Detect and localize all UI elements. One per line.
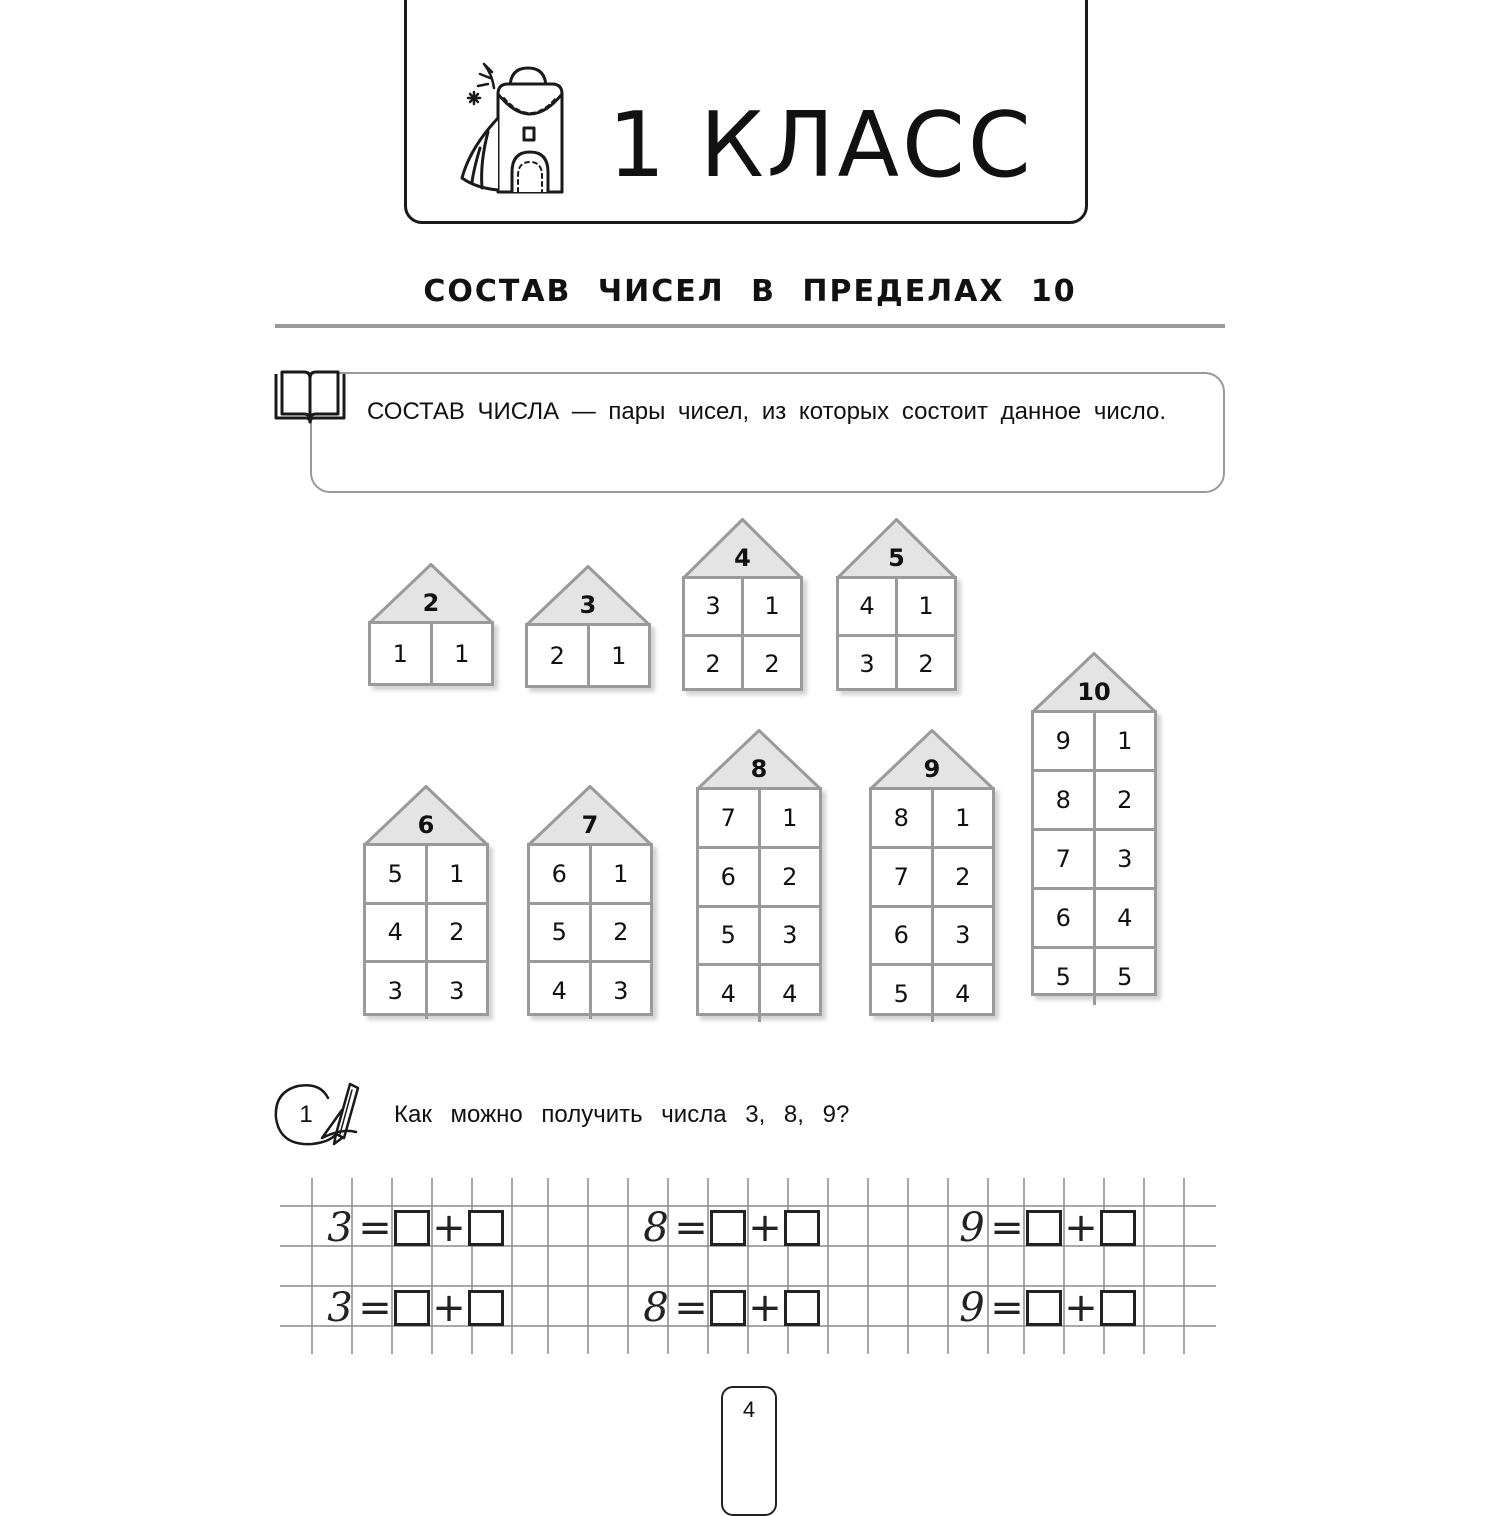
house-row — [872, 790, 992, 846]
house-cell-left: 2 — [705, 649, 721, 678]
house-cell-left: 1 — [392, 639, 408, 668]
answer-box-first[interactable] — [394, 1290, 430, 1326]
answer-box-second[interactable] — [468, 1210, 504, 1246]
open-book-icon — [272, 370, 348, 428]
plus-sign: + — [432, 1205, 466, 1251]
house-cell-left: 8 — [893, 803, 909, 832]
house-cell-left: 5 — [893, 980, 909, 1009]
answer-box-first[interactable] — [1026, 1210, 1062, 1246]
house-cell-left: 3 — [859, 649, 875, 678]
house-number: 5 — [888, 544, 905, 572]
house-number: 4 — [734, 544, 751, 572]
house-cell-right: 1 — [931, 790, 993, 846]
house-cells — [527, 843, 653, 1016]
equals-sign: = — [674, 1205, 708, 1251]
house-cells — [836, 576, 957, 691]
house-row — [839, 579, 954, 634]
house-cell-right: 2 — [1093, 772, 1155, 828]
house-cell-left: 6 — [1055, 904, 1071, 932]
house-cell-left: 4 — [551, 977, 567, 1006]
equation — [638, 1206, 822, 1250]
house-cells — [368, 621, 494, 686]
house-cell-right: 3 — [1093, 831, 1155, 887]
house-number: 9 — [923, 755, 941, 783]
plus-sign: + — [748, 1285, 782, 1331]
house-row — [1034, 887, 1154, 946]
number-house — [527, 785, 653, 1018]
house-row — [1034, 713, 1154, 769]
house-cell-left: 6 — [720, 862, 736, 891]
number-house — [869, 729, 995, 1018]
house-number: 3 — [579, 591, 597, 619]
equation-target: 9 — [959, 1205, 985, 1251]
answer-box-second[interactable] — [1100, 1210, 1136, 1246]
page-number: 4 — [742, 1397, 756, 1422]
house-row — [699, 846, 819, 905]
house-row — [872, 963, 992, 1022]
house-cell-left: 4 — [859, 592, 875, 621]
house-cell-left: 5 — [720, 921, 736, 950]
house-row — [530, 960, 650, 1019]
equation — [322, 1286, 506, 1330]
house-cell-left: 7 — [893, 862, 909, 891]
house-row — [685, 579, 800, 634]
house-cell-right: 2 — [425, 905, 487, 961]
number-house — [368, 563, 494, 688]
answer-box-second[interactable] — [784, 1290, 820, 1326]
house-row — [366, 846, 486, 902]
house-row — [530, 902, 650, 961]
house-cells — [363, 843, 489, 1016]
equation — [954, 1286, 1138, 1330]
plus-sign: + — [1064, 1285, 1098, 1331]
house-cell-left: 6 — [551, 859, 567, 888]
equals-sign: = — [674, 1285, 708, 1331]
house-row — [699, 963, 819, 1022]
house-cell-right: 1 — [425, 846, 487, 902]
exercise-number-bubble — [272, 1076, 368, 1148]
house-row — [699, 790, 819, 846]
plus-sign: + — [432, 1285, 466, 1331]
house-cell-left: 5 — [551, 918, 567, 947]
house-cell-left: 5 — [1055, 963, 1071, 991]
house-cell-left: 7 — [1055, 845, 1071, 873]
answer-box-first[interactable] — [710, 1290, 746, 1326]
plus-sign: + — [1064, 1205, 1098, 1251]
number-house — [696, 729, 822, 1018]
house-cell-right: 1 — [758, 790, 820, 846]
exercise-question: Как можно получить числа 3, 8, 9? — [394, 1101, 850, 1128]
house-row — [839, 634, 954, 692]
house-cell-left: 3 — [387, 977, 403, 1006]
house-row — [1034, 828, 1154, 887]
house-row — [872, 846, 992, 905]
house-row — [371, 624, 491, 683]
exercise-number: 1 — [299, 1101, 313, 1128]
house-cell-left: 7 — [720, 803, 736, 832]
house-number: 8 — [750, 755, 768, 783]
house-cell-left: 4 — [387, 918, 403, 947]
equals-sign: = — [990, 1205, 1024, 1251]
answer-box-first[interactable] — [394, 1210, 430, 1246]
house-number: 6 — [417, 811, 435, 839]
equation — [954, 1206, 1138, 1250]
equation-target: 9 — [959, 1285, 985, 1331]
number-house — [525, 565, 651, 690]
house-cell-right: 1 — [589, 846, 651, 902]
house-cell-right: 4 — [758, 966, 820, 1022]
definition-box — [310, 372, 1225, 493]
house-number: 7 — [581, 811, 599, 839]
house-cell-left: 5 — [387, 859, 403, 888]
equation — [638, 1286, 822, 1330]
house-row — [528, 626, 648, 685]
house-cells — [696, 787, 822, 1016]
house-cell-right: 3 — [589, 963, 651, 1019]
house-cell-right: 4 — [1093, 890, 1155, 946]
equation-target: 3 — [327, 1205, 353, 1251]
house-cell-right: 3 — [931, 908, 993, 964]
topic-title: СОСТАВ ЧИСЕЛ В ПРЕДЕЛАХ 10 — [423, 274, 1077, 309]
house-cell-left: 8 — [1055, 786, 1071, 814]
house-number: 2 — [422, 589, 440, 617]
equation-target: 8 — [643, 1285, 669, 1331]
house-cells — [1031, 710, 1157, 996]
house-cell-right: 2 — [895, 637, 954, 692]
house-row — [366, 902, 486, 961]
house-cell-right: 2 — [758, 849, 820, 905]
house-cell-right: 2 — [589, 905, 651, 961]
equals-sign: = — [358, 1205, 392, 1251]
house-cell-right: 2 — [931, 849, 993, 905]
house-cell-right: 3 — [758, 908, 820, 964]
house-row — [530, 846, 650, 902]
house-cell-right: 1 — [1093, 713, 1155, 769]
equation-target: 3 — [327, 1285, 353, 1331]
house-row — [685, 634, 800, 692]
house-cell-right: 5 — [1093, 949, 1155, 1005]
definition-text: СОСТАВ ЧИСЛА — пары чисел, из которых состоит данное число. — [367, 398, 1167, 425]
backpack-icon — [450, 58, 590, 198]
number-house — [836, 518, 957, 693]
house-cell-right: 1 — [587, 626, 649, 685]
answer-box-second[interactable] — [468, 1290, 504, 1326]
answer-box-second[interactable] — [784, 1210, 820, 1246]
house-row — [1034, 946, 1154, 1005]
grade-title: 1 КЛАСС — [608, 93, 1034, 198]
house-cell-right: 1 — [741, 579, 800, 634]
house-cells — [869, 787, 995, 1016]
house-cell-left: 9 — [1055, 727, 1071, 755]
house-row — [872, 905, 992, 964]
house-cell-right: 3 — [425, 963, 487, 1019]
house-row — [366, 960, 486, 1019]
plus-sign: + — [748, 1205, 782, 1251]
equation — [322, 1206, 506, 1250]
house-cell-right: 1 — [895, 579, 954, 634]
number-house — [363, 785, 489, 1018]
house-row — [699, 905, 819, 964]
house-row — [1034, 769, 1154, 828]
equals-sign: = — [990, 1285, 1024, 1331]
answer-box-second[interactable] — [1100, 1290, 1136, 1326]
number-house — [682, 518, 803, 693]
answer-box-first[interactable] — [710, 1210, 746, 1246]
house-cell-right: 2 — [741, 637, 800, 692]
house-cell-left: 4 — [720, 980, 736, 1009]
house-cells — [525, 623, 651, 688]
answer-box-first[interactable] — [1026, 1290, 1062, 1326]
house-cell-right: 1 — [430, 624, 492, 683]
equals-sign: = — [358, 1285, 392, 1331]
house-cell-right: 4 — [931, 966, 993, 1022]
house-cell-left: 3 — [705, 592, 721, 621]
equation-target: 8 — [643, 1205, 669, 1251]
house-number: 10 — [1077, 678, 1111, 706]
house-cell-left: 6 — [893, 921, 909, 950]
topic-divider — [275, 324, 1225, 328]
grid-paper — [270, 1170, 1220, 1360]
number-house — [1031, 652, 1157, 998]
house-cell-left: 2 — [549, 641, 565, 670]
house-cells — [682, 576, 803, 691]
